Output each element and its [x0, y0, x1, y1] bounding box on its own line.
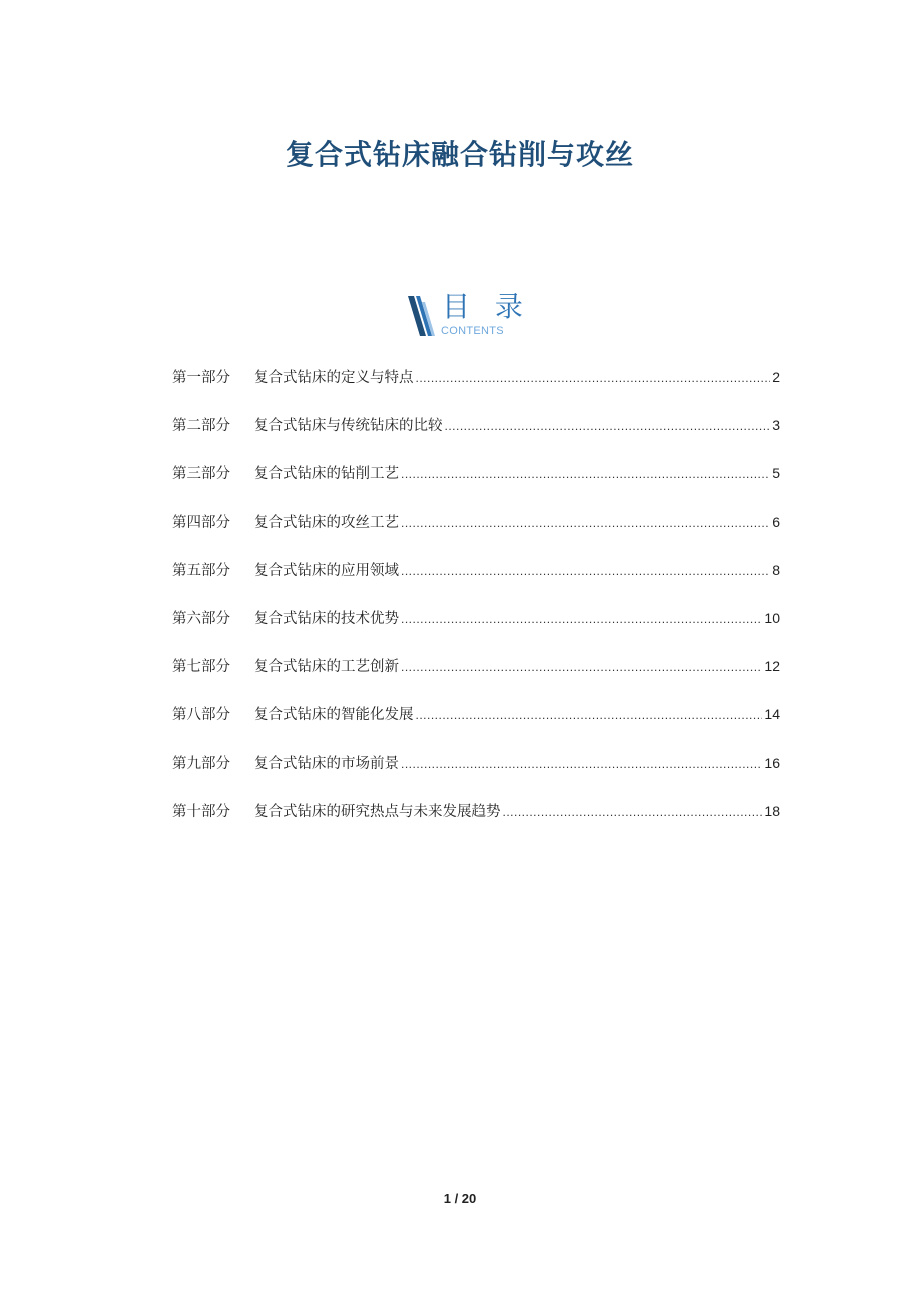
- toc-dot-leader: [401, 612, 762, 626]
- toc-entry-4[interactable]: [172, 511, 780, 559]
- toc-entry-part: 第八部分: [172, 707, 230, 724]
- toc-entry-page: 6: [772, 513, 780, 530]
- toc-dot-leader: [401, 467, 770, 481]
- toc-entry-part: 第一部分: [172, 370, 230, 386]
- page-number: 1 / 20: [443, 1191, 477, 1206]
- toc-entry-title: 复合式钻床的定义与特点: [254, 370, 414, 386]
- toc-list: [172, 366, 780, 848]
- toc-entry-page: 2: [772, 369, 780, 385]
- toc-entry-part: 第九部分: [172, 755, 230, 772]
- toc-entry-5[interactable]: [172, 559, 780, 607]
- toc-entry-2[interactable]: [172, 414, 780, 462]
- toc-dot-leader: [401, 516, 770, 530]
- toc-entry-3[interactable]: [172, 462, 780, 510]
- toc-stripes-icon: [406, 294, 436, 338]
- toc-entry-part: 第三部分: [172, 466, 230, 483]
- toc-entry-part: 第十部分: [172, 803, 230, 820]
- toc-entry-page: 5: [772, 465, 780, 482]
- toc-entry-part: 第七部分: [172, 659, 230, 676]
- toc-entry-title: 复合式钻床的智能化发展: [254, 707, 414, 724]
- toc-entry-1[interactable]: [172, 366, 780, 414]
- toc-entry-page: 16: [764, 754, 780, 771]
- toc-entry-title: 复合式钻床的攻丝工艺: [254, 514, 399, 531]
- toc-entry-title: 复合式钻床的研究热点与未来发展趋势: [254, 803, 501, 820]
- toc-entry-part: 第六部分: [172, 610, 230, 627]
- toc-entry-page: 3: [772, 417, 780, 434]
- toc-entry-part: 第五部分: [172, 562, 230, 579]
- toc-entry-page: 18: [764, 802, 780, 819]
- toc-entry-page: 10: [764, 609, 780, 626]
- toc-entry-title: 复合式钻床的技术优势: [254, 610, 399, 627]
- toc-dot-leader: [401, 564, 770, 578]
- toc-heading: 目 录: [442, 290, 531, 323]
- toc-entry-title: 复合式钻床的市场前景: [254, 755, 399, 772]
- toc-entry-title: 复合式钻床的钻削工艺: [254, 466, 399, 483]
- toc-dot-leader: [416, 371, 771, 385]
- toc-entry-title: 复合式钻床的应用领域: [254, 562, 399, 579]
- toc-entry-8[interactable]: [172, 703, 780, 751]
- toc-entry-part: 第四部分: [172, 514, 230, 531]
- toc-dot-leader: [401, 757, 762, 771]
- toc-entry-title: 复合式钻床与传统钻床的比较: [254, 418, 443, 435]
- toc-dot-leader: [445, 419, 771, 433]
- toc-header: [406, 290, 546, 340]
- toc-dot-leader: [416, 708, 763, 722]
- toc-entry-title: 复合式钻床的工艺创新: [254, 659, 399, 676]
- page-title: 复合式钻床融合钻削与攻丝: [285, 137, 634, 171]
- toc-entry-7[interactable]: [172, 655, 780, 703]
- toc-entry-page: 8: [772, 561, 780, 578]
- toc-entry-10[interactable]: [172, 800, 780, 848]
- toc-entry-6[interactable]: [172, 607, 780, 655]
- toc-entry-page: 14: [764, 706, 780, 723]
- toc-dot-leader: [401, 660, 762, 674]
- toc-entry-part: 第二部分: [172, 418, 230, 435]
- toc-dot-leader: [503, 805, 763, 819]
- toc-entry-page: 12: [764, 658, 780, 675]
- toc-subheading: CONTENTS: [441, 325, 504, 337]
- toc-entry-9[interactable]: [172, 752, 780, 800]
